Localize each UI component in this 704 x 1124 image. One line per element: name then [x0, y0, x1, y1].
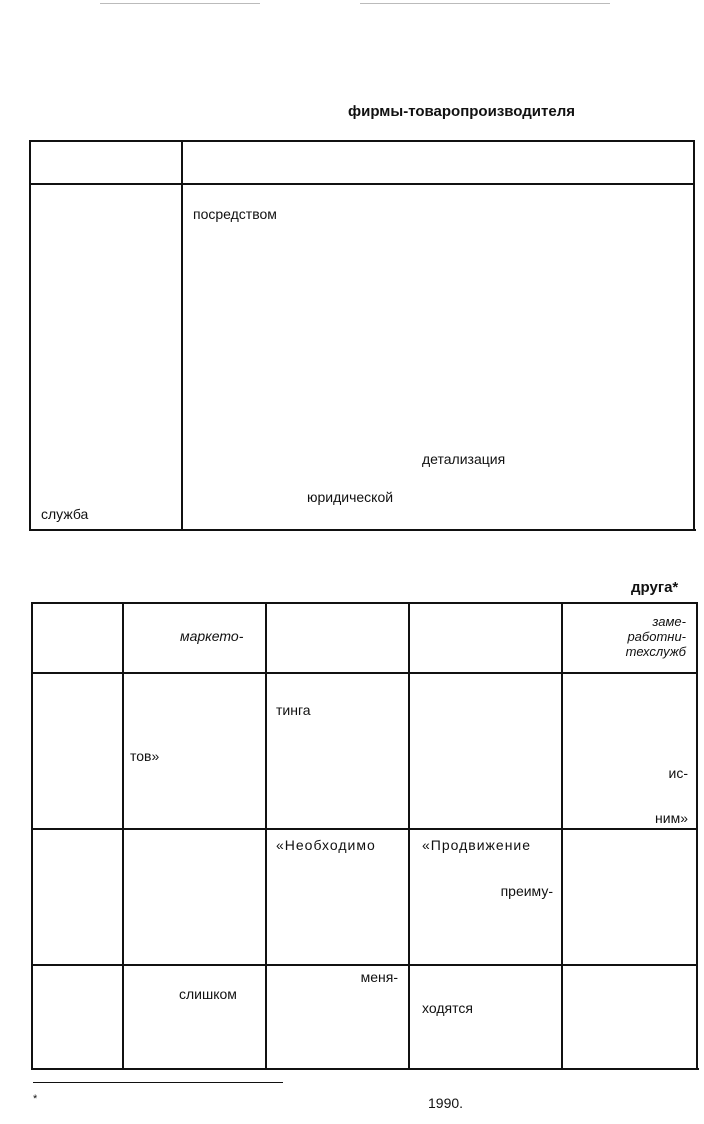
table2-cell-text: меня- [360, 969, 398, 985]
scan-artifact [360, 3, 610, 4]
table2-header-cell: техслужб [625, 644, 686, 659]
table2-bottom-border [31, 1068, 699, 1070]
table2-header-cell: заме- [652, 614, 686, 629]
table2-left-border [31, 602, 33, 1070]
table2-row-rule [31, 964, 697, 966]
table2-column-divider [408, 602, 410, 1070]
table2-header-cell: работни- [627, 629, 686, 644]
table2-header-cell: маркето- [180, 628, 244, 644]
table1-right-border [693, 140, 695, 531]
table2-cell-text: ним» [655, 810, 688, 826]
table1-bottom-border [29, 529, 696, 531]
table2-top-border [31, 602, 697, 604]
table2-title: друга* [631, 579, 679, 596]
table1-title: фирмы-товаропроизводителя [348, 103, 575, 120]
table2-cell-text: тинга [276, 702, 311, 718]
table2-cell-text: ходятся [422, 1000, 473, 1016]
table1-cell-text: служба [41, 506, 89, 522]
scan-artifact [100, 3, 260, 4]
table2-cell-text: преиму- [500, 883, 553, 899]
table1-cell-text: посредством [193, 206, 277, 222]
footnote-marker: * [33, 1093, 38, 1105]
table1-cell-text: детализация [422, 451, 506, 467]
table1-top-border [29, 140, 694, 142]
table2-row-rule [31, 828, 697, 830]
table1-header-rule [29, 183, 694, 185]
table2-cell-text: «Необходимо [276, 837, 376, 853]
footnote-rule [33, 1082, 283, 1083]
table2-cell-text: тов» [130, 748, 160, 764]
table2-cell-text: слишком [179, 986, 237, 1002]
table1-column-divider [181, 140, 183, 531]
table2-column-divider [265, 602, 267, 1070]
footnote-year: 1990. [428, 1095, 464, 1111]
table2-header-rule [31, 672, 697, 674]
table2-right-border [696, 602, 698, 1070]
table2-column-divider [122, 602, 124, 1070]
table2-cell-text: ис- [668, 765, 688, 781]
table2-column-divider [561, 602, 563, 1070]
table1-left-border [29, 140, 31, 531]
table1-cell-text: юридической [307, 489, 394, 505]
table2-cell-text: «Продвижение [422, 837, 532, 853]
